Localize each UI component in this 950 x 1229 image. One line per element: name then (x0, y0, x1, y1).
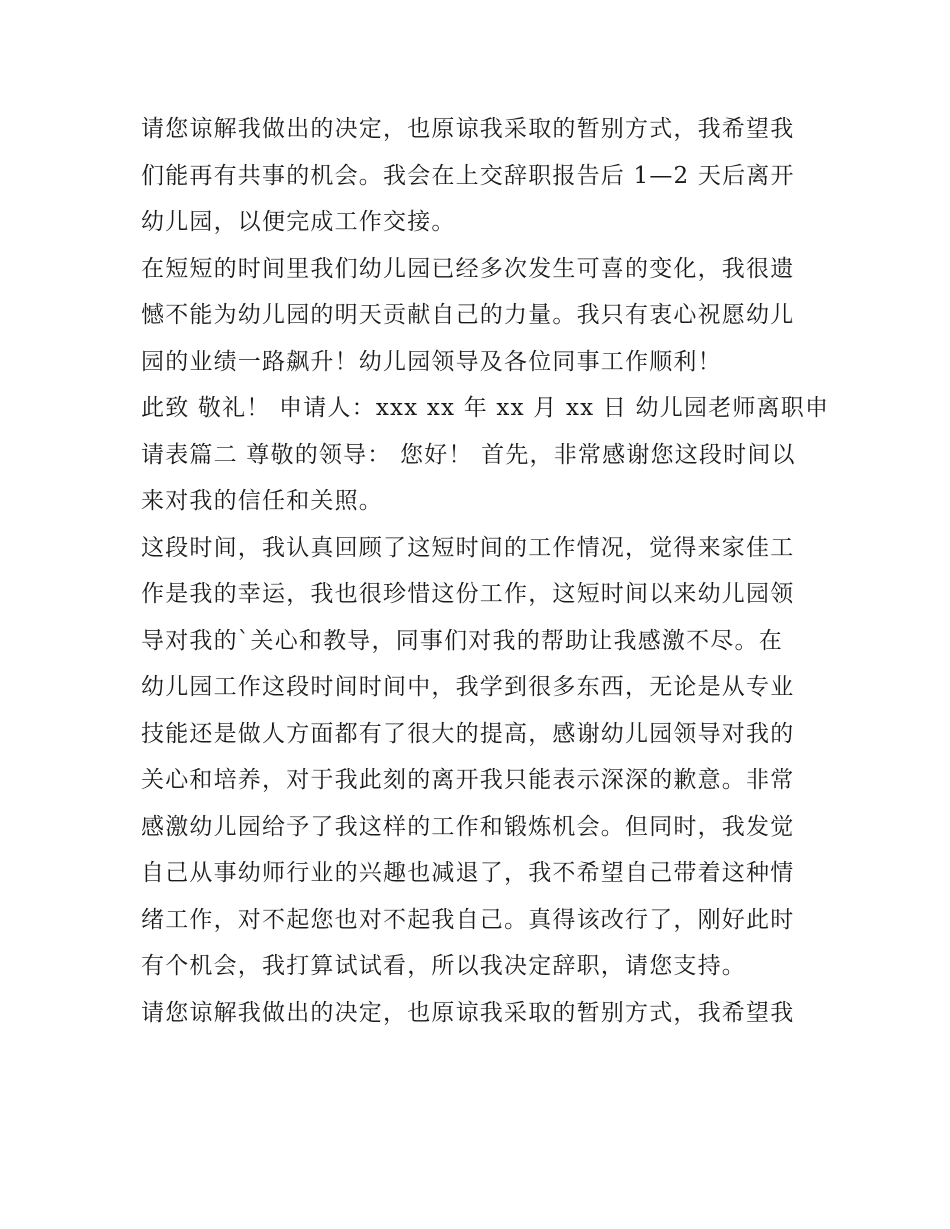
text-line: 幼儿园，以便完成工作交接。 (141, 209, 456, 235)
text-line: 请表篇二 尊敬的领导： 您好！ 首先，非常感谢您这段时间以 (141, 441, 796, 468)
text-line: 作是我的幸运，我也很珍惜这份工作，这短时间以来幼儿园领 (141, 581, 795, 607)
text-line: 技能还是做人方面都有了很大的提高，感谢幼儿园领导对我的 (141, 720, 795, 747)
text-line: 请您谅解我做出的决定，也原谅我采取的暂别方式，我希望我 (141, 999, 795, 1026)
text-line: 导对我的`关心和教导，同事们对我的帮助让我感激不尽。在 (141, 627, 783, 654)
text-line: 感激幼儿园给予了我这样的工作和锻炼机会。但同时，我发觉 (141, 813, 795, 840)
paragraph (141, 385, 830, 525)
text-line: 有个机会，我打算试试看，所以我决定辞职，请您支持。 (141, 953, 746, 979)
paragraph (141, 246, 821, 386)
paragraph (141, 106, 821, 246)
text-line: 绪工作，对不起您也对不起我自己。真得该改行了，刚好此时 (141, 906, 795, 933)
text-line: 园的业绩一路飙升！幼儿园领导及各位同事工作顺利！ (141, 348, 722, 375)
text-line: 在短短的时间里我们幼儿园已经多次发生可喜的变化，我很遗 (141, 255, 795, 282)
text-line: 这段时间，我认真回顾了这短时间的工作情况，觉得来家佳工 (141, 534, 795, 561)
text-line: 关心和培养，对于我此刻的离开我只能表示深深的歉意。非常 (141, 767, 795, 793)
text-line: 幼儿园工作这段时间时间中，我学到很多东西，无论是从专业 (141, 674, 795, 700)
text-line: 憾不能为幼儿园的明天贡献自己的力量。我只有衷心祝愿幼儿 (141, 302, 795, 328)
text-line: 们能再有共事的机会。我会在上交辞职报告后 1—2 天后离开 (141, 162, 795, 189)
text-line: 来对我的信任和关照。 (141, 488, 383, 514)
text-line: 自己从事幼师行业的兴趣也减退了，我不希望自己带着这种情 (141, 860, 795, 886)
text-line: 请您谅解我做出的决定，也原谅我采取的暂别方式，我希望我 (141, 116, 795, 142)
paragraph (141, 525, 821, 990)
text-line: 此致 敬礼！ 申请人：xxx xx 年 xx 月 xx 日 幼儿园老师离职申 (141, 395, 830, 421)
paragraph (141, 990, 821, 1037)
document-body (141, 106, 830, 1036)
